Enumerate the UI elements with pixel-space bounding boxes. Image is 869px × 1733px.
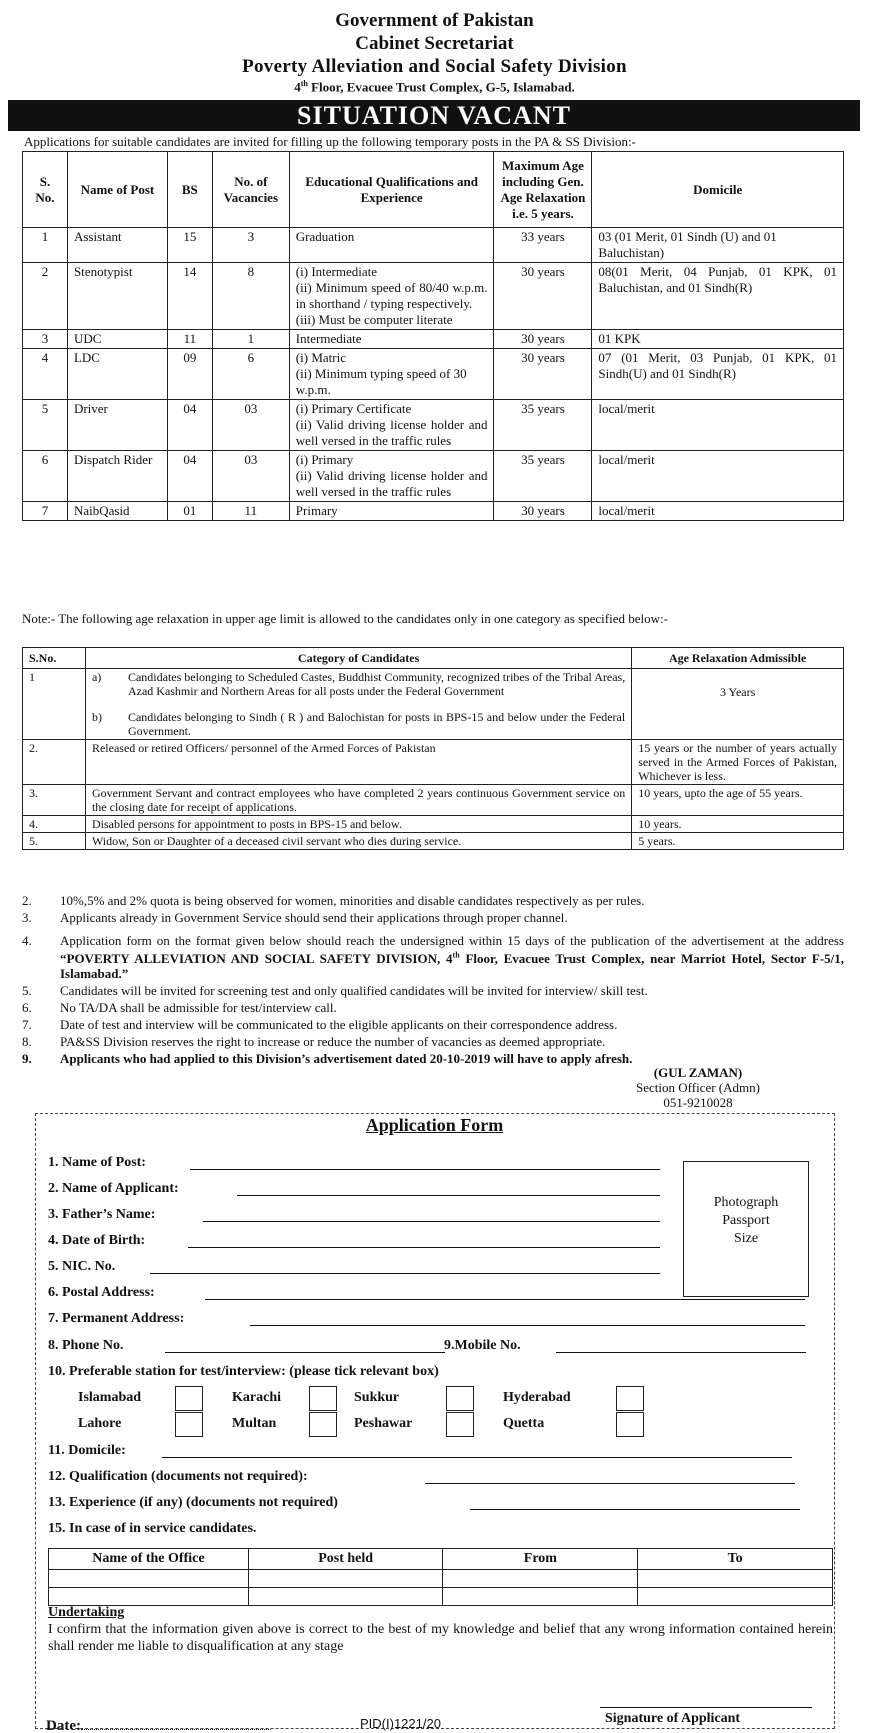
fathers-name-field[interactable] (203, 1221, 660, 1222)
station-lahore: Lahore (78, 1416, 122, 1431)
undertaking-title: Undertaking (48, 1605, 125, 1620)
undertaking-text: I confirm that the information given above is correct to the best of my knowledge and belief that any wrong information contained herein shall render me liable to disqualification at any stage (48, 1622, 833, 1654)
posts-table (22, 151, 844, 521)
post-held-cell[interactable] (248, 1588, 443, 1606)
col-name: Name of Post (67, 152, 167, 228)
signatory-name: (GUL ZAMAN) (653, 1065, 743, 1080)
date-field[interactable] (81, 1729, 271, 1730)
relax-table-header: S.No. Category of Candidates Age Relaxation Admissible (23, 648, 844, 669)
header-division: Poverty Alleviation and Social Safety Division (242, 56, 627, 77)
table-row: 1 Assistant 15 3 Graduation 33 years 03 (01 Merit, 01 Sindh (U) and 01 Baluchistan) (23, 228, 844, 263)
header-cabinet: Cabinet Secretariat (355, 33, 514, 54)
list-item: 9. Applicants who had applied to this Division’s advertisement dated 20-10-2019 will have to apply afresh. (22, 1051, 633, 1067)
office-name-cell[interactable] (49, 1570, 249, 1588)
date-label: Date: (46, 1718, 271, 1733)
col-bs: BS (167, 152, 212, 228)
header-government: Government of Pakistan (335, 10, 534, 31)
from-cell[interactable] (443, 1588, 638, 1606)
qualification-field[interactable] (425, 1483, 795, 1484)
table-row: 2 Stenotypist 14 8 (i) Intermediate (ii) Minimum speed of 80/40 w.p.m. in shorthand / typing respectively. (iii) Must be computer literate 30 years 08(01 Merit, 04 Punjab, 01 KPK, 01 Baluchistan, and 01 Sindh(R) (23, 263, 844, 330)
station-quetta: Quetta (503, 1416, 545, 1431)
date-of-birth-field[interactable] (188, 1247, 660, 1248)
label-preferable-station: 10. Preferable station for test/interview: (please tick relevant box) (48, 1364, 439, 1379)
table-row: 3 UDC 11 1 Intermediate 30 years 01 KPK (23, 330, 844, 349)
col-max-age: Maximum Age including Gen. Age Relaxation i.e. 5 years. (494, 152, 592, 228)
table-row: 6 Dispatch Rider 04 03 (i) Primary (ii) Valid driving license holder and well versed in the traffic rules 35 years local/merit (23, 451, 844, 502)
table-row: 5 Driver 04 03 (i) Primary Certificate (ii) Valid driving license holder and well versed in the traffic rules 35 years local/merit (23, 400, 844, 451)
karachi-checkbox[interactable] (309, 1386, 337, 1411)
postal-address-field[interactable] (205, 1299, 805, 1300)
table-row: 7 NaibQasid 01 11 Primary 30 years local/merit (23, 502, 844, 521)
table-row: 4. Disabled persons for appointment to posts in BPS-15 and below. 10 years. (23, 816, 844, 833)
label-mobile-no: 9.Mobile No. (444, 1338, 521, 1353)
label-fathers-name: 3. Father’s Name: (48, 1207, 156, 1222)
name-of-post-field[interactable] (190, 1169, 660, 1170)
photograph-box: Photograph Passport Size (683, 1161, 809, 1297)
situation-vacant-banner: SITUATION VACANT (8, 100, 860, 131)
table-row (49, 1588, 833, 1606)
table-row: 1 a) Candidates belonging to Scheduled Castes, Buddhist Community, recognized tribes of the Tribal Areas, Azad Kashmir and Northern Areas for all posts under the Federal Government b) Candidates belonging to Sindh ( R ) and Balochistan for posts in BPS-15 and below under the Federal Government. 3 Years (23, 669, 844, 740)
form-title: Application Form (365, 1115, 504, 1135)
signature-line[interactable] (600, 1707, 812, 1708)
col-sno: S. No. (23, 152, 68, 228)
table-row (49, 1570, 833, 1588)
islamabad-checkbox[interactable] (175, 1386, 203, 1411)
mobile-no-field[interactable] (556, 1352, 806, 1353)
age-relaxation-table (22, 647, 844, 850)
pid-number: PID(I)1221/20 (360, 1716, 441, 1731)
to-cell[interactable] (638, 1588, 833, 1606)
service-table-header: Name of the Office Post held From To (49, 1549, 833, 1570)
nic-no-field[interactable] (150, 1273, 660, 1274)
label-domicile: 11. Domicile: (48, 1443, 126, 1458)
peshawar-checkbox[interactable] (446, 1412, 474, 1437)
label-nic-no: 5. NIC. No. (48, 1259, 116, 1274)
list-item: 6. No TA/DA shall be admissible for test/interview call. (22, 1000, 337, 1016)
posts-table-header (23, 152, 844, 228)
post-held-cell[interactable] (248, 1570, 443, 1588)
hyderabad-checkbox[interactable] (616, 1386, 644, 1411)
station-sukkur: Sukkur (354, 1390, 400, 1405)
name-of-applicant-field[interactable] (237, 1195, 660, 1196)
station-peshawar: Peshawar (354, 1416, 413, 1431)
sukkur-checkbox[interactable] (446, 1386, 474, 1411)
experience-field[interactable] (470, 1509, 800, 1510)
list-item: 2. 10%,5% and 2% quota is being observed for women, minorities and disable candidates respectively as per rules. (22, 893, 645, 908)
terms-list (22, 893, 844, 1068)
col-qualifications: Educational Qualifications and Experience (289, 152, 494, 228)
label-name-of-applicant: 2. Name of Applicant: (48, 1181, 179, 1196)
header-address: 4th Floor, Evacuee Trust Complex, G-5, Islamabad. (294, 79, 575, 95)
multan-checkbox[interactable] (309, 1412, 337, 1437)
station-karachi: Karachi (232, 1390, 281, 1405)
table-row: 5. Widow, Son or Daughter of a deceased civil servant who dies during service. 5 years. (23, 833, 844, 850)
signatory-title: Section Officer (Admn) (636, 1080, 760, 1095)
list-item: 8. PA&SS Division reserves the right to increase or reduce the number of vacancies as deemed appropriate. (22, 1034, 606, 1050)
label-postal-address: 6. Postal Address: (48, 1285, 155, 1300)
table-row: 2. Released or retired Officers/ personnel of the Armed Forces of Pakistan 15 years or the number of years actually served in the Armed Forces of Pakistan, Whichever is less. (23, 740, 844, 785)
permanent-address-field[interactable] (250, 1325, 805, 1326)
label-phone-no: 8. Phone No. (48, 1338, 124, 1353)
from-cell[interactable] (443, 1570, 638, 1588)
to-cell[interactable] (638, 1570, 833, 1588)
signatory-block (588, 1065, 808, 1110)
station-hyderabad: Hyderabad (503, 1390, 571, 1405)
col-domicile: Domicile (592, 152, 844, 228)
signatory-phone: 051-9210028 (663, 1095, 733, 1110)
list-item: 7. Date of test and interview will be communicated to the eligible applicants on their correspondence address. (22, 1017, 618, 1033)
service-table (48, 1548, 833, 1606)
label-permanent-address: 7. Permanent Address: (48, 1311, 185, 1326)
list-item: 4. Application form on the format given below should reach the undersigned within 15 days of the publication of the advertisement at the address “POVERTY ALLEVIATION AND SOCIAL SAFETY DIVISION, 4th Floor, Evacuee Trust Complex, near Marriot Hotel, Sector F-5/1, Islamabad.” (22, 933, 845, 982)
label-qualification: 12. Qualification (documents not required): (48, 1469, 308, 1484)
station-islamabad: Islamabad (78, 1390, 142, 1405)
label-date-of-birth: 4. Date of Birth: (48, 1233, 146, 1248)
list-item: 5. Candidates will be invited for screening test and only qualified candidates will be invited for interview/ skill test. (22, 983, 648, 999)
col-vacancies: No. of Vacancies (212, 152, 289, 228)
label-in-service: 15. In case of in service candidates. (48, 1521, 257, 1536)
age-relaxation-note: Note:- The following age relaxation in upper age limit is allowed to the candidates only in one category as specified below:- (22, 611, 668, 626)
quetta-checkbox[interactable] (616, 1412, 644, 1437)
intro-text: Applications for suitable candidates are invited for filling up the following temporary posts in the PA & SS Division:- (24, 134, 636, 149)
table-row: 4 LDC 09 6 (i) Matric (ii) Minimum typing speed of 30 w.p.m. 30 years 07 (01 Merit, 03 Punjab, 01 KPK, 01 Sindh(U) and 01 Sindh(R) (23, 349, 844, 400)
station-multan: Multan (232, 1416, 277, 1431)
label-experience: 13. Experience (if any) (documents not required) (48, 1495, 338, 1510)
label-name-of-post: 1. Name of Post: (48, 1155, 146, 1170)
signature-label: Signature of Applicant (605, 1711, 741, 1726)
list-item: 3. Applicants already in Government Service should send their applications through proper channel. (22, 910, 568, 925)
table-row: 3. Government Servant and contract employees who have completed 2 years continuous Government service on the closing date for receipt of applications. 10 years, upto the age of 55 years. (23, 785, 844, 816)
office-name-cell[interactable] (49, 1588, 249, 1606)
lahore-checkbox[interactable] (175, 1412, 203, 1437)
domicile-field[interactable] (162, 1457, 792, 1458)
phone-no-field[interactable] (165, 1352, 445, 1353)
